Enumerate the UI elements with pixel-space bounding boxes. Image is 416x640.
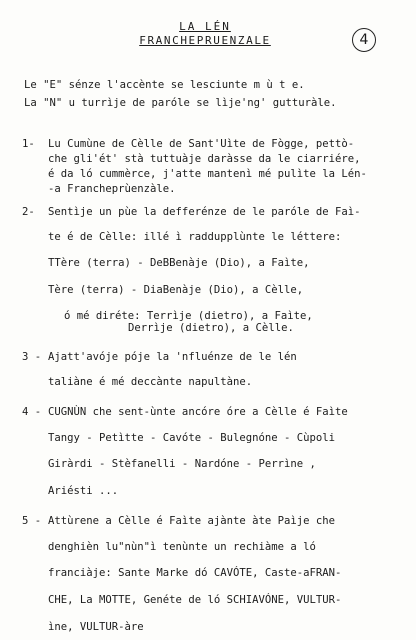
section-line: Giràrdi - Stèfanelli - Nardóne - Perrìne , — [48, 458, 316, 470]
section-line: denghièn lu"nùn"ì tenùnte un rechiàme a ló — [48, 541, 316, 553]
section-line: é da ló cummèrce, j'atte mantenì mé pulìte la Lén- — [48, 168, 367, 180]
section-line: Tère (terra) - DiaBenàje (Dio), a Cèlle, — [48, 284, 304, 296]
section-line: -a Francheprùenzàle. — [48, 183, 176, 195]
section-line: Derrìje (dietro), a Cèlle. — [128, 322, 294, 334]
document-subtitle: FRANCHEPRUENZALE — [139, 34, 271, 47]
section-line: taliàne é mé deccànte napultàne. — [48, 376, 253, 388]
section-line: Tangy - Petìtte - Cavóte - Bulegnóne - Cùpoli — [48, 432, 336, 444]
section-line: CHE, La MOTTE, Genéte de ló SCHIAVÓNE, VULTUR- — [48, 594, 342, 606]
section-line: che gli'ét' stà tuttuàje daràsse da le ciarriére, — [48, 153, 361, 165]
intro-line: Le "E" sénze l'accènte se lesciunte m ù t e. — [24, 79, 305, 91]
section-number: 2- — [22, 206, 35, 218]
section-line: franciàje: Sante Marke dó CAVÓTE, Caste-aFRAN- — [48, 567, 342, 579]
section-line: Sentìje un pùe la defferénze de le paróle de Faì- — [48, 206, 361, 218]
section-line: Attùrene a Cèlle é Faìte ajànte àte Paìje che — [48, 515, 336, 527]
section-number: 3 - — [22, 351, 42, 363]
section-line: te é de Cèlle: illé ì raddupplùnte le léttere: — [48, 231, 342, 243]
section-line: TTère (terra) - DeBBenàje (Dio), a Faìte, — [48, 257, 310, 269]
section-line: ìne, VULTUR-àre — [48, 621, 144, 633]
title-block — [80, 20, 330, 48]
section-line: Lu Cumùne de Cèlle de Sant'Uìte de Fògge, pettò- — [48, 138, 355, 150]
section-number: 4 - — [22, 406, 42, 418]
intro-line: La "N" u turrìje de paróle se lìje'ng' gutturàle. — [24, 97, 337, 109]
section-number: 5 - — [22, 515, 42, 527]
section-line: ó mé diréte: Terrìje (dietro), a Faìte, — [64, 310, 313, 322]
section-number: 1- — [22, 138, 35, 150]
section-line: Ajatt'avóje póje la 'nfluénze de le lén — [48, 351, 297, 363]
page-number-circle: 4 — [352, 28, 376, 52]
section-line: Ariésti ... — [48, 485, 119, 497]
section-line: CUGNÙN che sent-ùnte ancóre óre a Cèlle é Faìte — [48, 406, 348, 418]
document-title: LA LÉN — [179, 20, 231, 33]
